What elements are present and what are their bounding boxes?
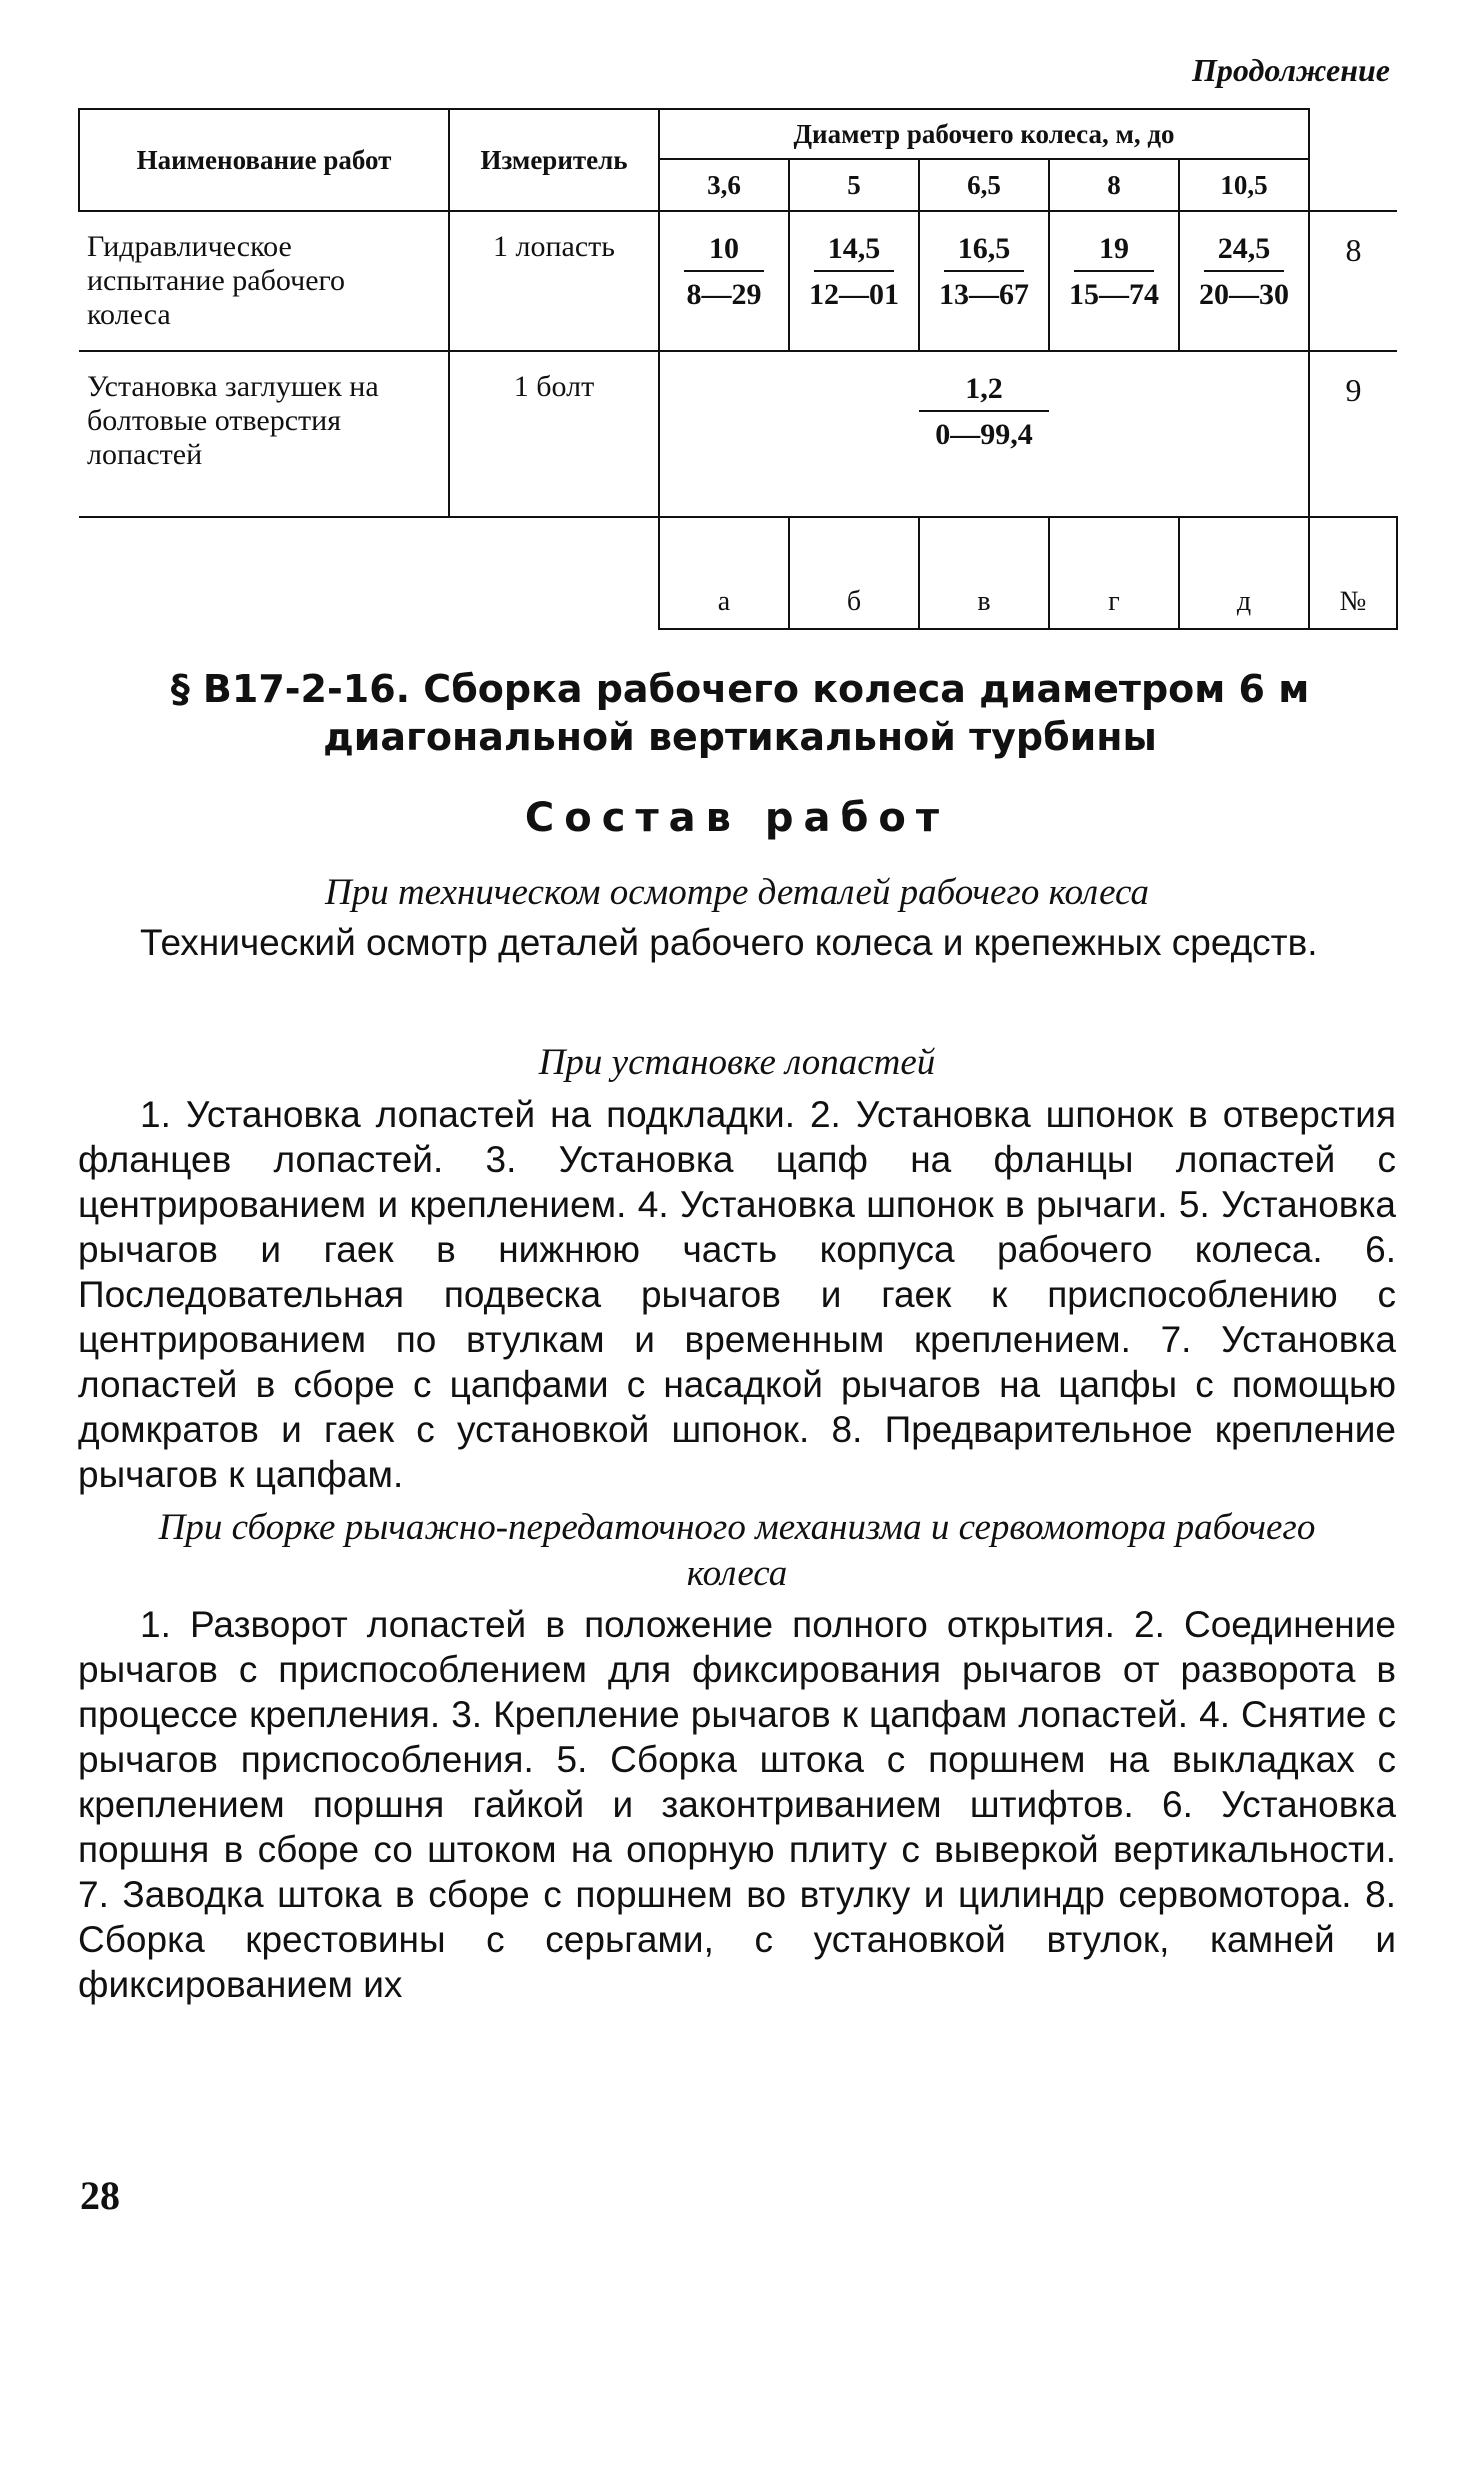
header-diameter: Диаметр рабочего колеса, м, до xyxy=(659,109,1309,159)
work-unit: 1 лопасть xyxy=(449,211,659,351)
norm-price: 8—29 xyxy=(686,278,762,311)
work-unit: 1 болт xyxy=(449,351,659,517)
norm-price: 0—99,4 xyxy=(935,418,1033,451)
continuation-label: Продолжение xyxy=(1192,52,1390,88)
number-sign: № xyxy=(1309,517,1397,629)
column-letter: г xyxy=(1049,517,1179,629)
column-letter: а xyxy=(659,517,789,629)
composition-heading: Состав работ xyxy=(524,795,950,841)
norm-time: 1,2 xyxy=(919,372,1049,412)
header-work: Наименование работ xyxy=(79,109,449,211)
header-number-blank xyxy=(1309,109,1397,211)
norm-price: 13—67 xyxy=(939,278,1029,311)
diameter-cell: 3,6 xyxy=(659,159,789,211)
row-number: 8 xyxy=(1309,211,1397,351)
diameter-cell: 10,5 xyxy=(1179,159,1309,211)
subsection-heading: При сборке рычажно-передаточного механизма и сервомотора рабочего колеса xyxy=(158,1507,1316,1594)
page-number: 28 xyxy=(80,2173,120,2218)
column-letter: д xyxy=(1179,517,1309,629)
norms-table xyxy=(78,108,1398,630)
norm-time: 14,5 xyxy=(814,232,894,272)
norm-value xyxy=(919,211,1049,351)
column-letter: б xyxy=(789,517,919,629)
row-number: 9 xyxy=(1309,351,1397,517)
section-title-line: § В17-2-16. Сборка рабочего колеса диаметром 6 м xyxy=(170,667,1310,711)
diameter-cell: 5 xyxy=(789,159,919,211)
norm-price: 12—01 xyxy=(809,278,899,311)
norm-time: 10 xyxy=(684,232,764,272)
norm-price: 20—30 xyxy=(1199,278,1289,311)
table-row xyxy=(79,211,1397,351)
norm-time: 24,5 xyxy=(1204,232,1284,272)
norm-value xyxy=(1179,211,1309,351)
column-letter: в xyxy=(919,517,1049,629)
section-title xyxy=(120,665,1360,761)
header-unit: Измеритель xyxy=(449,109,659,211)
column-letters-row xyxy=(79,517,1397,629)
subsection-heading: При техническом осмотре деталей рабочего колеса xyxy=(324,872,1150,913)
norm-value-merged xyxy=(659,351,1309,517)
diameter-cell: 8 xyxy=(1049,159,1179,211)
norm-price: 15—74 xyxy=(1069,278,1159,311)
work-name: Установка заглушек на болтовые отверстия лопастей xyxy=(79,351,449,517)
diameter-cell: 6,5 xyxy=(919,159,1049,211)
table-row xyxy=(79,351,1397,517)
subsection-text: Технический осмотр деталей рабочего колеса и крепежных средств. xyxy=(140,922,1318,963)
subsection-heading: При установке лопастей xyxy=(538,1042,936,1083)
section-title-line: диагональной вертикальной турбины xyxy=(323,715,1157,759)
header-row xyxy=(79,109,1397,159)
subsection-text: 1. Установка лопастей на подкладки. 2. Установка шпонок в отверстия фланцев лопастей. 3. Установка цапф на фланцы лопастей с центрированием и креплением. 4. Установка шпонок в рычаги. 5. Установка рычагов и гаек в нижнюю часть корпуса рабочего колеса. 6. Последовательная подвеска рычагов и гаек к приспособлению с центрированием по втулкам и временным креплением. 7. Установка лопастей в сборе с цапфами с насадкой рычагов на цапфы с помощью домкратов и гаек с установкой шпонок. 8. Предварительное крепление рычагов к цапфам. xyxy=(78,1094,1396,1495)
norm-time: 16,5 xyxy=(944,232,1024,272)
norm-value xyxy=(659,211,789,351)
subsection-text: 1. Разворот лопастей в положение полного открытия. 2. Соединение рычагов с приспособлением для фиксирования рычагов от разворота в процессе крепления. 3. Крепление рычагов к цапфам лопастей. 4. Снятие с рычагов приспособления. 5. Сборка штока с поршнем на выкладках с креплением поршня гайкой и законтриванием штифтов. 6. Установка поршня в сборе со штоком на опорную плиту с выверкой вертикальности. 7. Заводка штока в сборе с поршнем во втулку и цилиндр сервомотора. 8. Сборка крестовины с серьгами, с установкой втулок, камней и фиксированием их xyxy=(78,1604,1396,2005)
norm-time: 19 xyxy=(1074,232,1154,272)
norm-value xyxy=(1049,211,1179,351)
norm-value xyxy=(789,211,919,351)
work-name: Гидравлическое испытание рабочего колеса xyxy=(79,211,449,351)
